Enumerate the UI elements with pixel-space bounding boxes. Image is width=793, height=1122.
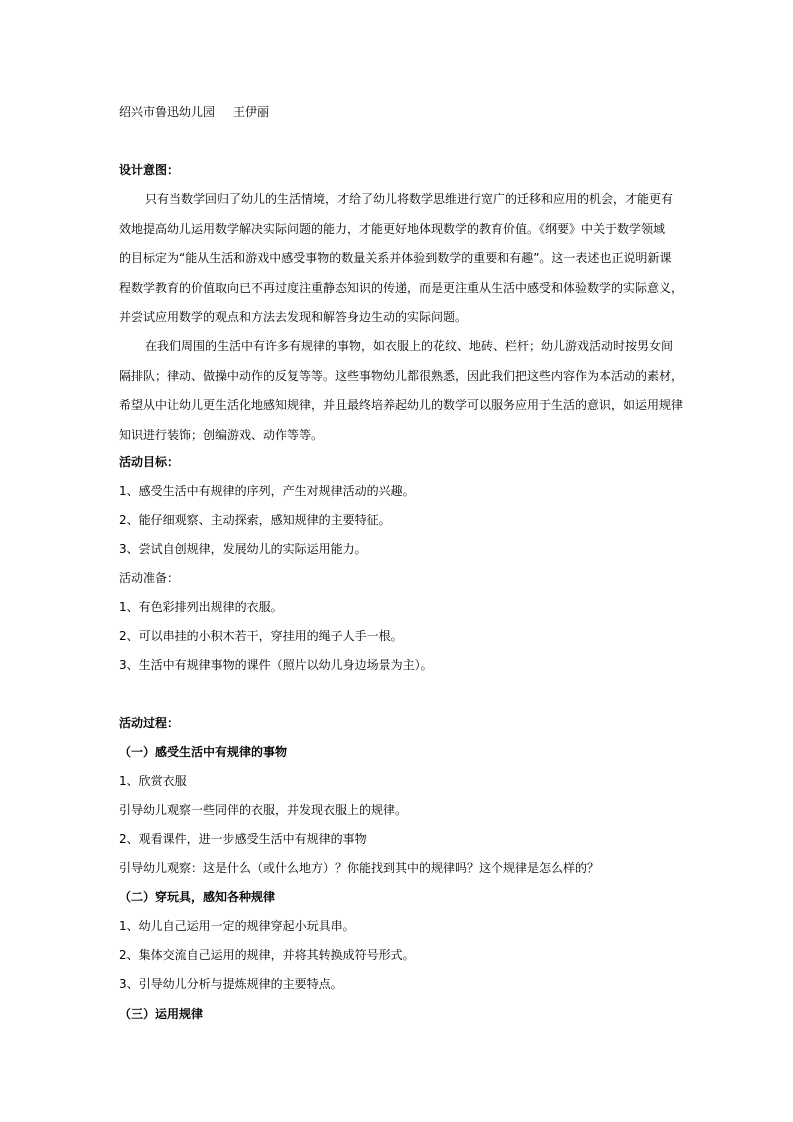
section-title-2: （二）穿玩具，感知各种规律 [119, 890, 276, 904]
process-line: 1、幼儿自己运用一定的规律穿起小玩具串。 [119, 919, 355, 933]
paragraph-line: 效地提高幼儿运用数学解决实际问题的能力，才能更好地体现数学的教育价值。《纲要》中关于数学领域 [119, 221, 666, 236]
process-line: 2、集体交流自己运用的规律，并将其转换成符号形式。 [119, 948, 415, 962]
process-line: 2、观看课件，进一步感受生活中有规律的事物 [119, 832, 367, 846]
section-title-1: （一）感受生活中有规律的事物 [119, 745, 288, 759]
process-line: 3、引导幼儿分析与提炼规律的主要特点。 [119, 977, 343, 991]
section-title-3: （三）运用规律 [119, 1007, 204, 1021]
paragraph-line: 的目标定为“能从生活和游戏中感受事物的数量关系并体验到数学的重要和有趣”。这一表述也正说明新课 [119, 251, 672, 266]
paragraph-line: 隔排队；律动、做操中动作的反复等等。这些事物幼儿都很熟悉，因此我们把这些内容作为本活动的素材， [119, 368, 684, 383]
process-line: 引导幼儿观察：这是什么（或什么地方）？你能找到其中的规律吗？这个规律是怎么样的？ [119, 861, 600, 875]
goal-item: 2、能仔细观察、主动探索，感知规律的主要特征。 [119, 513, 391, 527]
design-paragraph-2 [119, 338, 684, 456]
process-line: 引导幼儿观察一些同伴的衣服，并发现衣服上的规律。 [119, 803, 408, 817]
design-heading: 设计意图： [119, 163, 180, 177]
process-line: 1、欣赏衣服 [119, 774, 187, 788]
paragraph-line: 希望从中让幼儿更生活化地感知规律，并且最终培养起幼儿的数学可以服务应用于生活的意识，如运用规律 [119, 398, 684, 413]
author-name: 王伊丽 [233, 105, 270, 119]
goal-item: 3、尝试自创规律，发展幼儿的实际运用能力。 [119, 542, 367, 556]
goals-heading: 活动目标： [119, 455, 180, 469]
school-name: 绍兴市鲁迅幼儿园 [119, 105, 216, 119]
header-line [119, 104, 269, 120]
paragraph-line: 并尝试应用数学的观点和方法去发现和解答身边生动的实际问题。 [119, 310, 468, 325]
paragraph-line: 只有当数学回归了幼儿的生活情境，才给了幼儿将数学思维进行宽广的迁移和应用的机会，才能更有 [145, 192, 674, 206]
process-heading: 活动过程： [119, 716, 180, 730]
prep-item: 1、有色彩排列出规律的衣服。 [119, 600, 283, 614]
prep-item: 2、可以串挂的小积木若干，穿挂用的绳子人手一根。 [119, 629, 403, 643]
paragraph-line: 在我们周围的生活中有许多有规律的事物，如衣服上的花纹、地砖、栏杆；幼儿游戏活动时按男女间 [145, 339, 674, 353]
prep-item: 3、生活中有规律事物的课件（照片以幼儿身边场景为主）。 [119, 658, 433, 672]
paragraph-line: 知识进行装饰；创编游戏、动作等等。 [119, 427, 324, 442]
design-paragraph-1 [119, 191, 684, 339]
goal-item: 1、感受生活中有规律的序列，产生对规律活动的兴趣。 [119, 484, 415, 498]
prep-heading: 活动准备： [119, 571, 180, 585]
paragraph-line: 程数学教育的价值取向已不再过度注重静态知识的传递，而是更注重从生活中感受和体验数学的实际意义， [119, 280, 684, 295]
